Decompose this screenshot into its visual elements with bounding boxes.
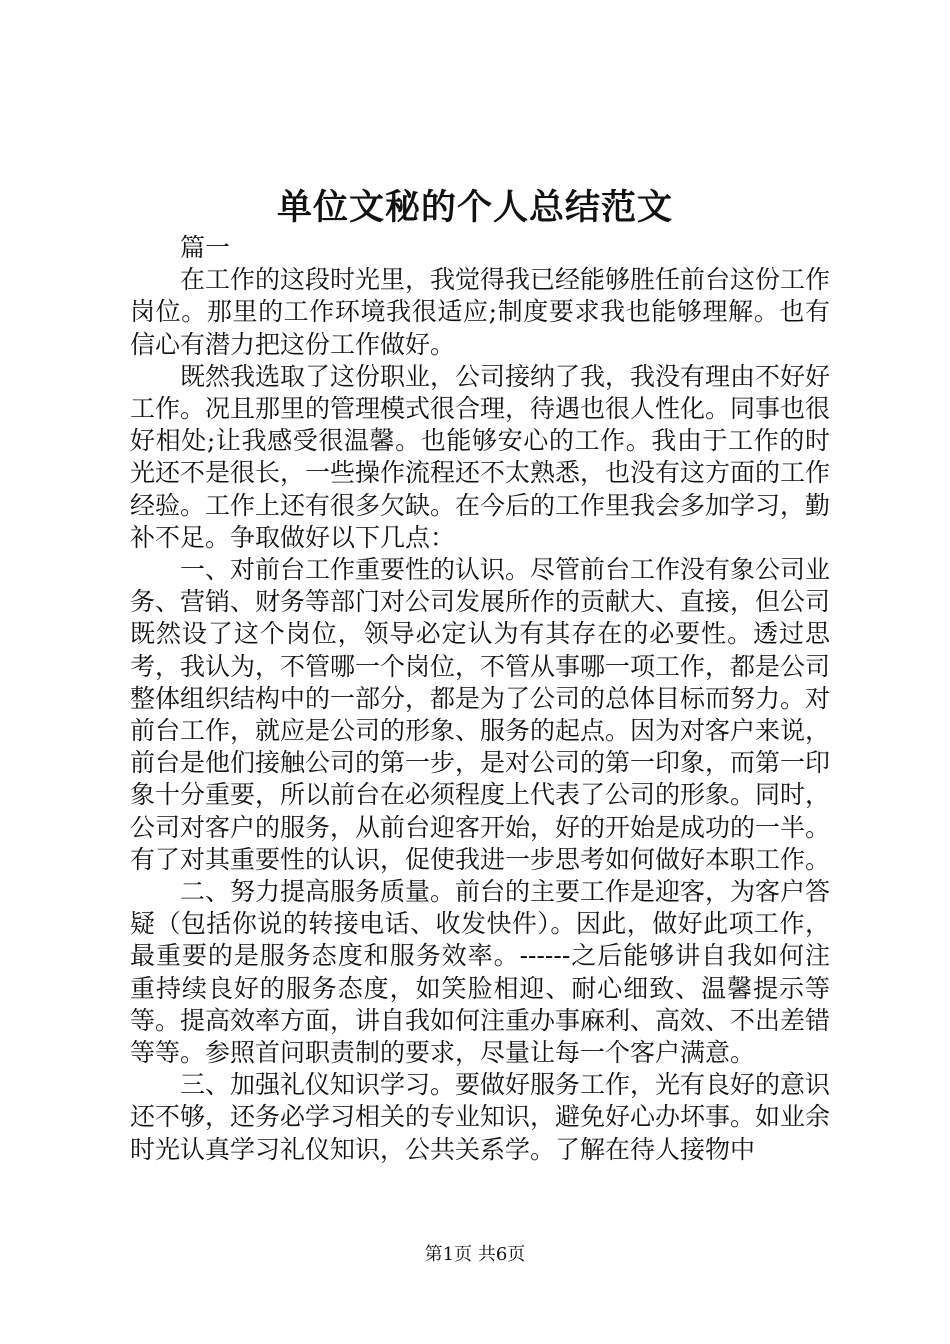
section-label: 篇一	[180, 233, 231, 262]
paragraph-2: 既然我选取了这份职业，公司接纳了我，我没有理由不好好工作。况且那里的管理模式很合理，待遇也很人性化。同事也很好相处;让我感受很温馨。也能够安心的工作。我由于工作的时光还不是很长，一些操作流程还不太熟悉，也没有这方面的工作经验。工作上还有很多欠缺。在今后的工作里我会多加学习，勤补不足。争取做好以下几点：	[130, 361, 831, 552]
document-title: 单位文秘的个人总结范文	[276, 187, 673, 228]
paragraph-4: 二、努力提高服务质量。前台的主要工作是迎客，为客户答疑（包括你说的转接电话、收发快件）。因此，做好此项工作，最重要的是服务态度和服务效率。------之后能够讲自我如何注重持续良好的服务态度，如笑脸相迎、耐心细致、温馨提示等等。提高效率方面，讲自我如何注重办事麻利、高效、不出差错等等。参照首问职责制的要求，尽量让每一个客户满意。	[130, 877, 831, 1068]
page-footer: 第1页 共6页	[424, 1244, 526, 1265]
paragraph-1: 在工作的这段时光里，我觉得我已经能够胜任前台这份工作岗位。那里的工作环境我很适应;制度要求我也能够理解。也有信心有潜力把这份工作做好。	[130, 265, 831, 359]
document-body	[130, 232, 830, 1166]
paragraph-5: 三、加强礼仪知识学习。要做好服务工作，光有良好的意识还不够，还务必学习相关的专业知识，避免好心办坏事。如业余时光认真学习礼仪知识，公共关系学。了解在待人接物中	[130, 1070, 831, 1164]
paragraph-3: 一、对前台工作重要性的认识。尽管前台工作没有象公司业务、营销、财务等部门对公司发展所作的贡献大、直接，但公司既然设了这个岗位，领导必定认为有其存在的必要性。透过思考，我认为，不管哪一个岗位，不管从事哪一项工作，都是公司整体组织结构中的一部分，都是为了公司的总体目标而努力。对前台工作，就应是公司的形象、服务的起点。因为对客户来说，前台是他们接触公司的第一步，是对公司的第一印象，而第一印象十分重要，所以前台在必须程度上代表了公司的形象。同时，公司对客户的服务，从前台迎客开始，好的开始是成功的一半。有了对其重要性的认识，促使我进一步思考如何做好本职工作。	[130, 555, 831, 874]
